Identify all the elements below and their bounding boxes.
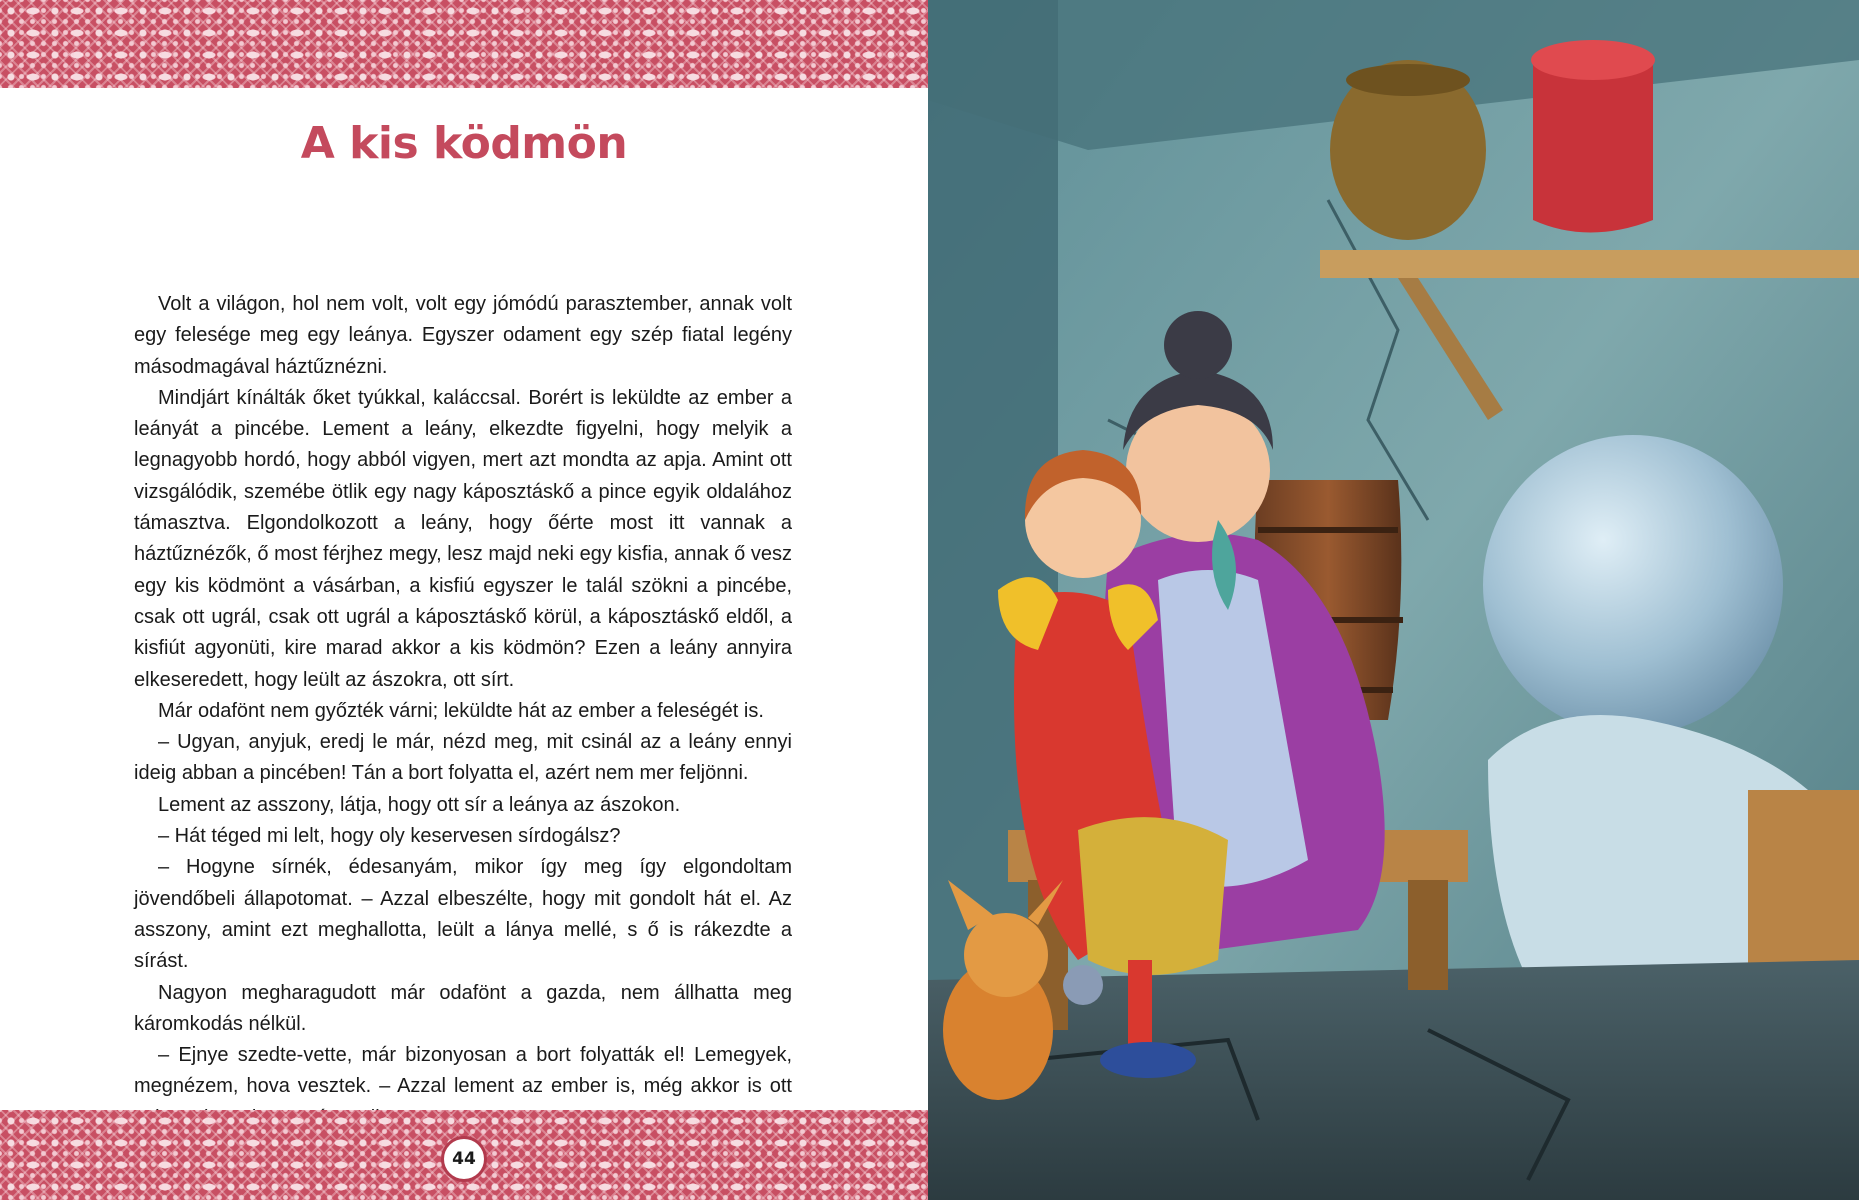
dialogue-paragraph: – Ejnye szedte-vette, már bizonyosan a bort folyatták el! Lemegyek, megnézem, hova vesztek. – Azzal lement az ember is, még akkor is ott — [134, 1044, 792, 1098]
daughter-shoe — [1100, 1042, 1196, 1078]
wooden-shelf — [1320, 250, 1859, 278]
paragraph: Volt a világon, hol nem volt, volt egy jómódú parasztember, annak volt egy felesége meg egy leánya. Egyszer odament egy szép fiatal legény másodmagával háztűznézni. — [134, 293, 792, 378]
dialogue-paragraph: – Hát téged mi lelt, hogy oly keservesen sírdogálsz? — [158, 825, 621, 848]
paragraph: Mindjárt kínálták őket tyúkkal, kaláccsal. Borért is leküldte az ember a leányát a pincébe. Lement a leány, elkezdte figyelni, hogy melyik a legnagyobb hordó, hogy abból vigyen, mert azt mondta az apja. Amint ott vizsgálódik, szemébe ötlik egy nagy káposztáskő a pince egyik oldalához támasztva. Elgondolkozott a leány, hogy őérte most itt vannak a háztűznézők, ő most férjhez megy, lesz majd neki egy kisfia, annak ő vesz egy kis ködmönt a vásárban, a kisfiú egyszer le talál szökni a pincébe, csak ott ugrál, csak ott ugrál a káposztáskő körül, a káposztáskő eldől, a kisfiút agyonüti, kire marad akkor a kis ködmön? Ezen a leány annyira elkeseredett, hogy leült az ászokra, ott sírt. — [134, 386, 792, 691]
dialogue-paragraph: – Ugyan, anyjuk, eredj le már, nézd meg, mit csinál az a leány ennyi ideig abban a pincében! Tán a bort folyatta el, azért nem mer feljönni. — [134, 731, 792, 785]
daughter-stocking — [1128, 960, 1152, 1050]
mouse — [1063, 965, 1103, 1005]
story-title: A kis ködmön — [300, 118, 628, 169]
paragraph: Lement az asszony, látja, hogy ott sír a leánya az ászokon. — [158, 793, 681, 816]
page-number-badge: 44 — [441, 1136, 487, 1182]
clay-pot-rim — [1346, 64, 1470, 96]
wooden-chest — [1748, 790, 1859, 970]
story-illustration — [928, 0, 1859, 1200]
dialogue-paragraph: – Hogyne sírnék, édesanyám, mikor így meg így elgondoltam jövendőbeli állapotomat. – Azzal elbeszélte, hogy mit gondolt hát el. Az asszony, amint ezt meghallotta, leült a lánya mellé, s ő is rákezdte a sírást. — [134, 856, 792, 973]
cabbage-stone — [1483, 435, 1783, 735]
cat-head — [964, 913, 1048, 997]
left-page — [0, 0, 928, 1200]
story-text — [134, 289, 792, 1134]
bench-leg — [1408, 880, 1448, 990]
paragraph: Nagyon megharagudott már odafönt a gazda, nem állhatta meg káromkodás nélkül. — [134, 981, 792, 1035]
decorative-border-top — [0, 0, 928, 88]
red-bucket-rim — [1531, 40, 1655, 80]
paragraph: Már odafönt nem győzték várni; leküldte hát az ember a feleségét is. — [158, 699, 764, 722]
daughter-skirt-hem — [1078, 817, 1228, 975]
red-bucket — [1533, 60, 1653, 233]
cellar-scene-image — [928, 0, 1859, 1200]
mother-hair-bun — [1164, 311, 1232, 379]
